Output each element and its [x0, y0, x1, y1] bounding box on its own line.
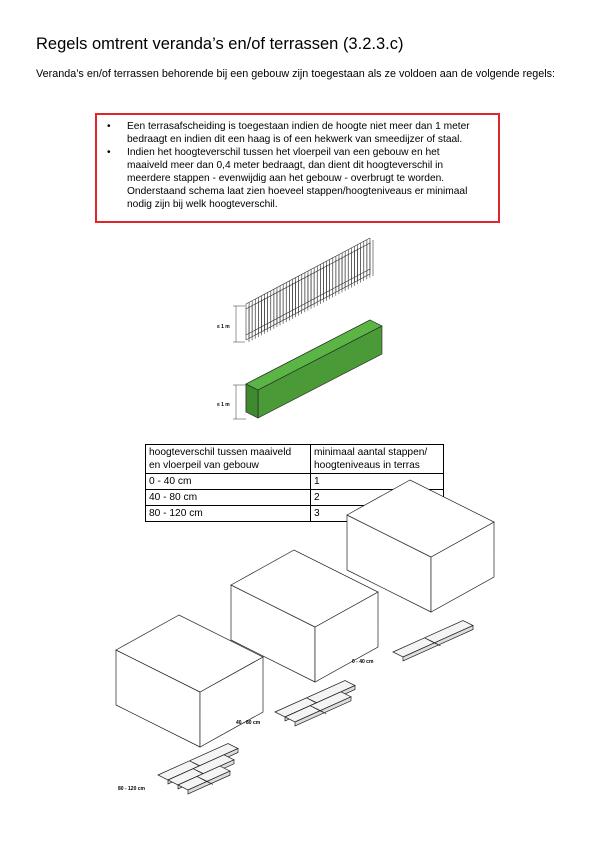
header-line: minimaal aantal stappen/ [314, 447, 428, 458]
hedge-height-label: ≤ 1 m [217, 402, 230, 408]
table-cell: 0 - 40 cm [146, 474, 311, 490]
building-level-label: 40 - 80 cm [236, 720, 261, 726]
rule-line: Een terrasafscheiding is toegestaan indien de hoogte niet meer dan 1 meter [127, 121, 470, 132]
rule-line: meerdere stappen - evenwijdig aan het gebouw - overbrugt te worden. [127, 173, 445, 184]
rule-line: bedraagt en indien dit een haag is of een hekwerk van smeedijzer of staal. [127, 134, 463, 145]
rule-line: nodig zijn bij welk hoogteverschil. [127, 199, 278, 210]
building-level-label: 80 - 120 cm [118, 786, 145, 792]
rule-line: Indien het hoogteverschil tussen het vloerpeil van een gebouw en het [127, 147, 440, 158]
table-cell: 40 - 80 cm [146, 490, 311, 506]
header-line: hoogteniveaus in terras [314, 460, 420, 471]
fence-height-label: ≤ 1 m [217, 324, 230, 330]
page-title: Regels omtrent veranda’s en/of terrassen (3.2.3.c) [36, 35, 404, 53]
rule-line: maaiveld meer dan 0,4 meter bedraagt, dan dient dit hoogteverschil in [127, 160, 444, 171]
header-line: en vloerpeil van gebouw [149, 460, 259, 471]
table-cell: 2 [311, 490, 444, 506]
table-cell: 3 [311, 506, 444, 522]
bullet: • [107, 147, 111, 158]
intro-text: Veranda’s en/of terrassen behorende bij een gebouw zijn toegestaan als ze voldoen aan de volgende regels: [36, 68, 556, 80]
table-cell: 80 - 120 cm [146, 506, 311, 522]
bullet: • [107, 121, 111, 132]
rule-line: Onderstaand schema laat zien hoeveel stappen/hoogteniveaus er minimaal [127, 186, 468, 197]
header-line: hoogteverschil tussen maaiveld [149, 447, 292, 458]
building-level-label: 0 - 40 cm [352, 659, 374, 665]
table-cell: 1 [311, 474, 444, 490]
